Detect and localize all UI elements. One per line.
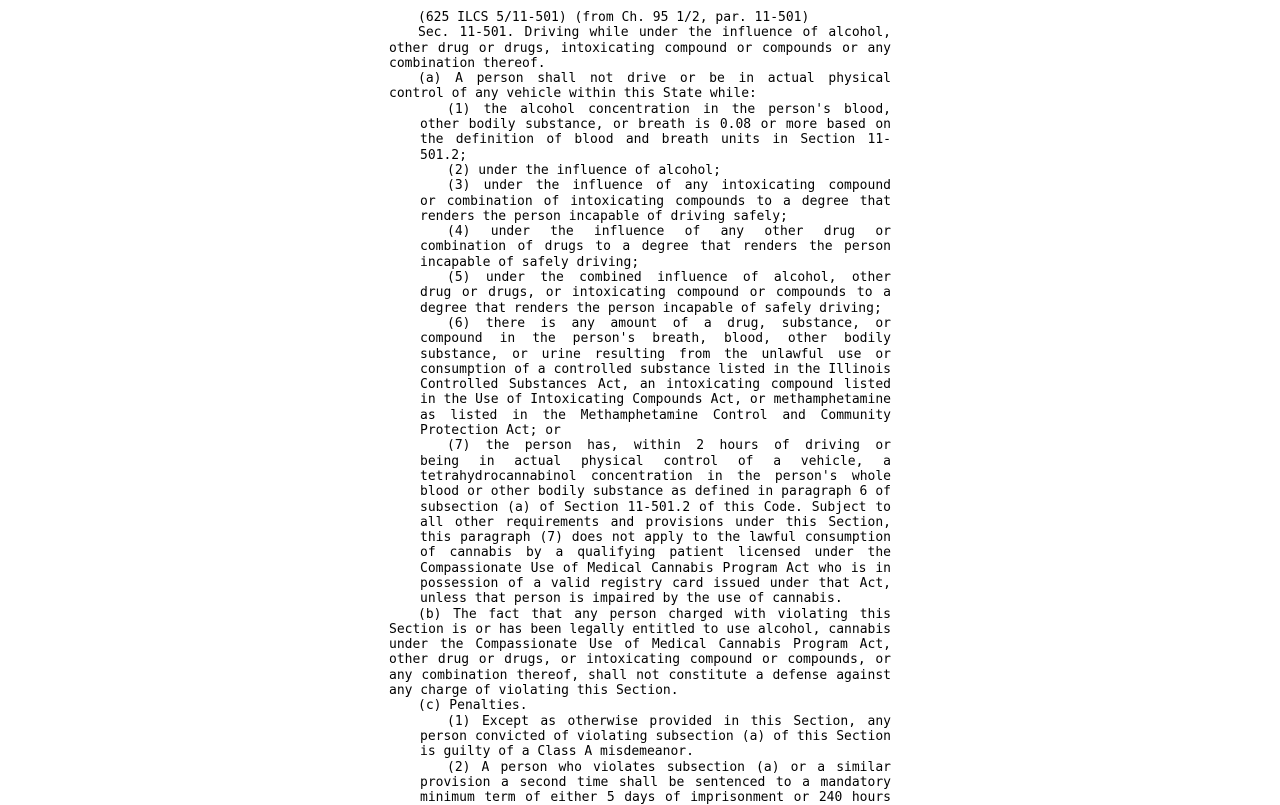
statute-paragraph-section-heading xyxy=(389,25,891,71)
statute-paragraph-subsection-b xyxy=(389,607,891,699)
statute-line: 501.2; xyxy=(420,147,467,163)
statute-line: (2) under the influence of alcohol; xyxy=(447,162,721,178)
statute-line: possession of a valid registry card issued under that Act, xyxy=(420,575,891,591)
statute-line: degree that renders the person incapable of safely driving; xyxy=(420,300,882,316)
statute-line: as listed in the Methamphetamine Control and Community xyxy=(420,407,891,423)
statute-line: renders the person incapable of driving safely; xyxy=(420,208,788,224)
statute-line: (1) Except as otherwise provided in this Section, any xyxy=(447,713,891,729)
statute-line: of cannabis by a qualifying patient licensed under the xyxy=(420,545,891,561)
statute-line: (6) there is any amount of a drug, substance, or xyxy=(447,315,891,331)
statute-line: Compassionate Use of Medical Cannabis Program Act who is in xyxy=(420,560,891,576)
statute-line: compound in the person's breath, blood, other bodily xyxy=(420,331,891,347)
statute-line: this paragraph (7) does not apply to the lawful consumption xyxy=(420,530,891,546)
statute-line: other drug or drugs, intoxicating compound or compounds or any xyxy=(389,40,891,56)
statute-line: other bodily substance, or breath is 0.08 or more based on xyxy=(420,117,891,133)
statute-line: consumption of a controlled substance listed in the Illinois xyxy=(420,361,891,377)
statute-line: in the Use of Intoxicating Compounds Act, or methamphetamine xyxy=(420,392,891,408)
statute-line: or combination of intoxicating compounds to a degree that xyxy=(420,193,891,209)
statute-paragraph-subsection-a-2 xyxy=(420,163,891,178)
statute-line: blood or other bodily substance as defined in paragraph 6 of xyxy=(420,484,891,500)
statute-line: (3) under the influence of any intoxicating compound xyxy=(447,178,891,194)
statute-paragraph-subsection-c xyxy=(389,698,891,713)
statute-line: drug or drugs, or intoxicating compound or compounds to a xyxy=(420,285,891,301)
statute-line: (a) A person shall not drive or be in actual physical xyxy=(418,71,891,87)
statute-paragraph-subsection-a xyxy=(389,71,891,102)
statute-line: any combination thereof, shall not constitute a defense against xyxy=(389,667,891,683)
statute-line: Sec. 11-501. Driving while under the influence of alcohol, xyxy=(418,25,891,41)
statute-line: is guilty of a Class A misdemeanor. xyxy=(420,744,694,760)
statute-line: tetrahydrocannabinol concentration in the person's whole xyxy=(420,468,891,484)
statute-line: (1) the alcohol concentration in the person's blood, xyxy=(447,101,891,117)
statute-line: (5) under the combined influence of alcohol, other xyxy=(447,270,891,286)
statute-line: combination of drugs to a degree that renders the person xyxy=(420,239,891,255)
statute-line: the definition of blood and breath units in Section 11- xyxy=(420,132,891,148)
statute-paragraph-subsection-c-2 xyxy=(420,760,891,805)
statute-line: (4) under the influence of any other drug or xyxy=(447,224,891,240)
statute-line: any charge of violating this Section. xyxy=(389,683,679,699)
statute-paragraph-subsection-a-7 xyxy=(420,438,891,606)
statute-line: incapable of safely driving; xyxy=(420,254,640,270)
statute-line: other drug or drugs, or intoxicating compound or compounds, or xyxy=(389,652,891,668)
statute-line: (c) Penalties. xyxy=(418,698,528,714)
statute-line: Protection Act; or xyxy=(420,423,561,439)
statute-paragraph-subsection-a-1 xyxy=(420,102,891,163)
statute-line: minimum term of either 5 days of imprisonment or 240 hours xyxy=(420,790,891,805)
statute-paragraph-citation xyxy=(389,10,891,25)
statute-line: (625 ILCS 5/11-501) (from Ch. 95 1/2, par. 11-501) xyxy=(418,10,810,25)
statute-document xyxy=(389,0,891,805)
statute-line: (b) The fact that any person charged with violating this xyxy=(418,606,891,622)
statute-line: person convicted of violating subsection (a) of this Section xyxy=(420,728,891,744)
statute-line: all other requirements and provisions under this Section, xyxy=(420,514,891,530)
statute-line: being in actual physical control of a vehicle, a xyxy=(420,453,891,469)
statute-line: Section is or has been legally entitled to use alcohol, cannabis xyxy=(389,621,891,637)
statute-line: provision a second time shall be sentenced to a mandatory xyxy=(420,774,891,790)
statute-line: combination thereof. xyxy=(389,55,546,71)
statute-line: (2) A person who violates subsection (a) or a similar xyxy=(447,759,891,775)
statute-paragraph-subsection-a-3 xyxy=(420,178,891,224)
statute-line: (7) the person has, within 2 hours of driving or xyxy=(447,438,891,454)
statute-paragraph-subsection-c-1 xyxy=(420,714,891,760)
statute-line: under the Compassionate Use of Medical Cannabis Program Act, xyxy=(389,637,891,653)
statute-line: substance, or urine resulting from the unlawful use or xyxy=(420,346,891,362)
statute-line: Controlled Substances Act, an intoxicating compound listed xyxy=(420,377,891,393)
statute-paragraph-subsection-a-4 xyxy=(420,224,891,270)
statute-line: subsection (a) of Section 11-501.2 of this Code. Subject to xyxy=(420,499,891,515)
statute-line: control of any vehicle within this State while: xyxy=(389,86,757,102)
statute-paragraph-subsection-a-6 xyxy=(420,316,891,438)
statute-line: unless that person is impaired by the use of cannabis. xyxy=(420,591,843,607)
statute-paragraph-subsection-a-5 xyxy=(420,270,891,316)
